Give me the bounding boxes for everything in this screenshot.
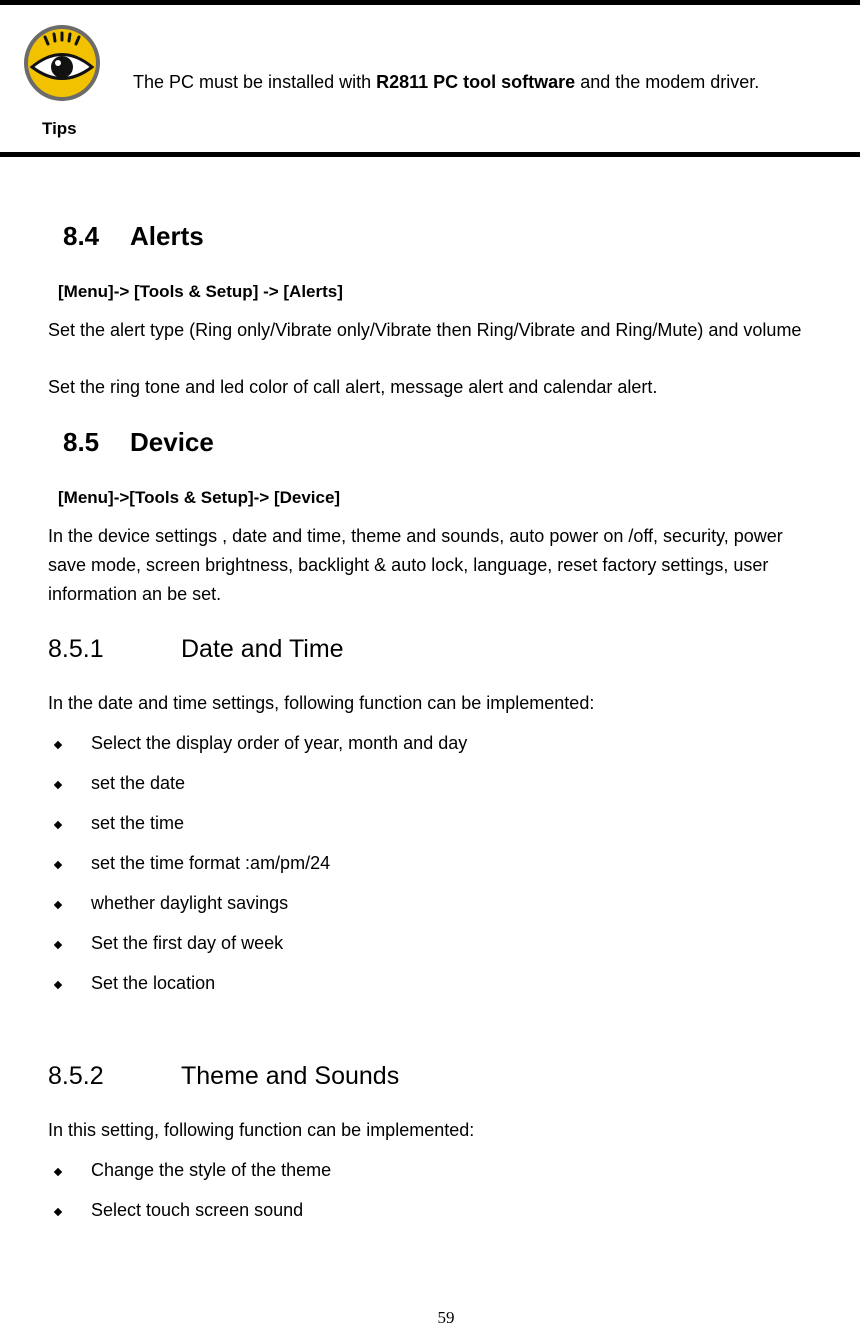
subsection-heading-theme-sounds [48, 1062, 399, 1091]
section-heading-device [63, 427, 214, 458]
subsection-title: Theme and Sounds [181, 1062, 400, 1090]
diamond-bullet-icon [54, 1208, 62, 1216]
diamond-bullet-icon [54, 981, 62, 989]
tips-text-bold: R2811 PC tool software [376, 72, 576, 92]
subsection-title: Date and Time [181, 635, 344, 663]
diamond-bullet-icon [54, 1168, 62, 1176]
menu-path-device: [Menu]->[Tools & Setup]-> [Device] [58, 488, 341, 507]
page-number: 59 [437, 1308, 455, 1327]
section-heading-alerts [63, 221, 204, 252]
tips-box [0, 0, 860, 157]
eye-icon [22, 22, 102, 104]
tips-text [133, 72, 759, 93]
diamond-bullet-icon [54, 861, 62, 869]
alerts-paragraph-1: Set the alert type (Ring only/Vibrate only/Vibrate then Ring/Vibrate and Ring/Mute) and volume [48, 320, 802, 340]
diamond-bullet-icon [54, 941, 62, 949]
subsection-heading-date-time [48, 635, 344, 664]
section-title: Device [130, 427, 214, 457]
diamond-bullet-icon [54, 741, 62, 749]
diamond-bullet-icon [54, 781, 62, 789]
section-title: Alerts [130, 221, 204, 251]
diamond-bullet-icon [54, 821, 62, 829]
tips-text-before: The PC must be installed with [133, 72, 377, 92]
subsection-number: 8.5.2 [48, 1062, 104, 1090]
section-number: 8.4 [63, 221, 100, 251]
section-number: 8.5 [63, 427, 100, 457]
theme-sounds-intro: In this setting, following function can be implemented: [48, 1120, 475, 1140]
diamond-bullet-icon [54, 901, 62, 909]
subsection-number: 8.5.1 [48, 635, 104, 663]
menu-path-alerts: [Menu]-> [Tools & Setup] -> [Alerts] [58, 282, 343, 301]
alerts-paragraph-2: Set the ring tone and led color of call alert, message alert and calendar alert. [48, 377, 658, 397]
device-paragraph: In the device settings , date and time, theme and sounds, auto power on /off, security, power save mode, screen brightness, backlight & auto lock, language, reset factory settings, user information an be set. [48, 526, 783, 604]
tips-text-after: and the modem driver. [575, 72, 760, 92]
tips-label: Tips [42, 119, 77, 138]
date-time-intro: In the date and time settings, following function can be implemented: [48, 693, 595, 713]
